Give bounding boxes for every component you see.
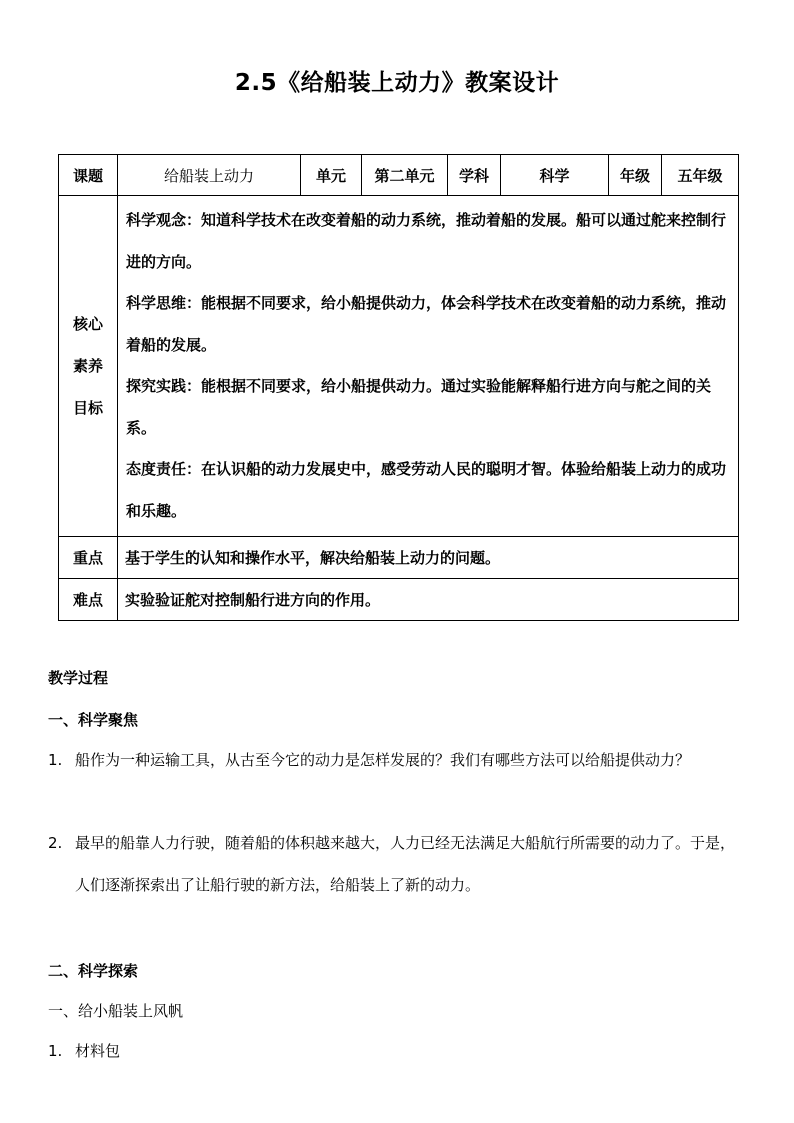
goal-science-thinking: 科学思维：能根据不同要求，给小船提供动力，体会科学技术在改变着船的动力系统，推动着船的发展。 <box>126 294 727 354</box>
key-point-row <box>59 537 739 579</box>
subject-value: 科学 <box>501 155 609 196</box>
core-goals-label <box>59 196 118 537</box>
core-goals-content <box>118 196 739 537</box>
topic-value: 给船装上动力 <box>118 155 301 196</box>
core-goals-row <box>59 196 739 537</box>
unit-label: 单元 <box>301 155 362 196</box>
process-heading: 教学过程 <box>48 669 109 687</box>
lesson-info-table <box>58 154 739 621</box>
list-item-text: 最早的船靠人力行驶，随着船的体积越来越大，人力已经无法满足大船航行所需要的动力了。于是，人们逐渐探索出了让船行驶的新方法，给船装上了新的动力。 <box>75 834 736 894</box>
subsection-title: 一、给小船装上风帆 <box>48 1002 184 1020</box>
grade-value: 五年级 <box>662 155 739 196</box>
core-label-line-1: 核心 <box>72 315 103 333</box>
list-item <box>48 822 748 906</box>
list-item-number: 1. <box>48 1042 63 1060</box>
section-1-title: 一、科学聚焦 <box>48 711 139 729</box>
list-item-text: 船作为一种运输工具，从古至今它的动力是怎样发展的？我们有哪些方法可以给船提供动力？ <box>75 751 691 769</box>
goal-attitude-responsibility: 态度责任：在认识船的动力发展史中，感受劳动人民的聪明才智。体验给船装上动力的成功和乐趣。 <box>126 460 727 520</box>
unit-value: 第二单元 <box>362 155 448 196</box>
difficulty-value: 实验验证舵对控制船行进方向的作用。 <box>118 579 739 621</box>
difficulty-row <box>59 579 739 621</box>
difficulty-label: 难点 <box>59 579 118 621</box>
core-label-line-2: 素养 <box>72 357 103 375</box>
list-item-text: 材料包 <box>75 1042 121 1060</box>
list-item <box>48 739 748 781</box>
document-title: 2.5《给船装上动力》教案设计 <box>234 70 560 96</box>
key-point-label: 重点 <box>59 537 118 579</box>
list-item-number: 2. <box>48 834 63 852</box>
table-header-row <box>59 155 739 196</box>
goal-science-concept: 科学观念：知道科学技术在改变着船的动力系统，推动着船的发展。船可以通过舵来控制行进的方向。 <box>126 211 727 271</box>
grade-label: 年级 <box>609 155 662 196</box>
section-2-title: 二、科学探索 <box>48 962 139 980</box>
list-item <box>48 1030 748 1072</box>
core-label-line-3: 目标 <box>72 399 103 417</box>
subject-label: 学科 <box>448 155 501 196</box>
list-item-number: 1. <box>48 751 63 769</box>
key-point-value: 基于学生的认知和操作水平，解决给船装上动力的问题。 <box>118 537 739 579</box>
topic-label: 课题 <box>59 155 118 196</box>
goal-inquiry-practice: 探究实践：能根据不同要求，给小船提供动力。通过实验能解释船行进方向与舵之间的关系。 <box>126 377 712 437</box>
